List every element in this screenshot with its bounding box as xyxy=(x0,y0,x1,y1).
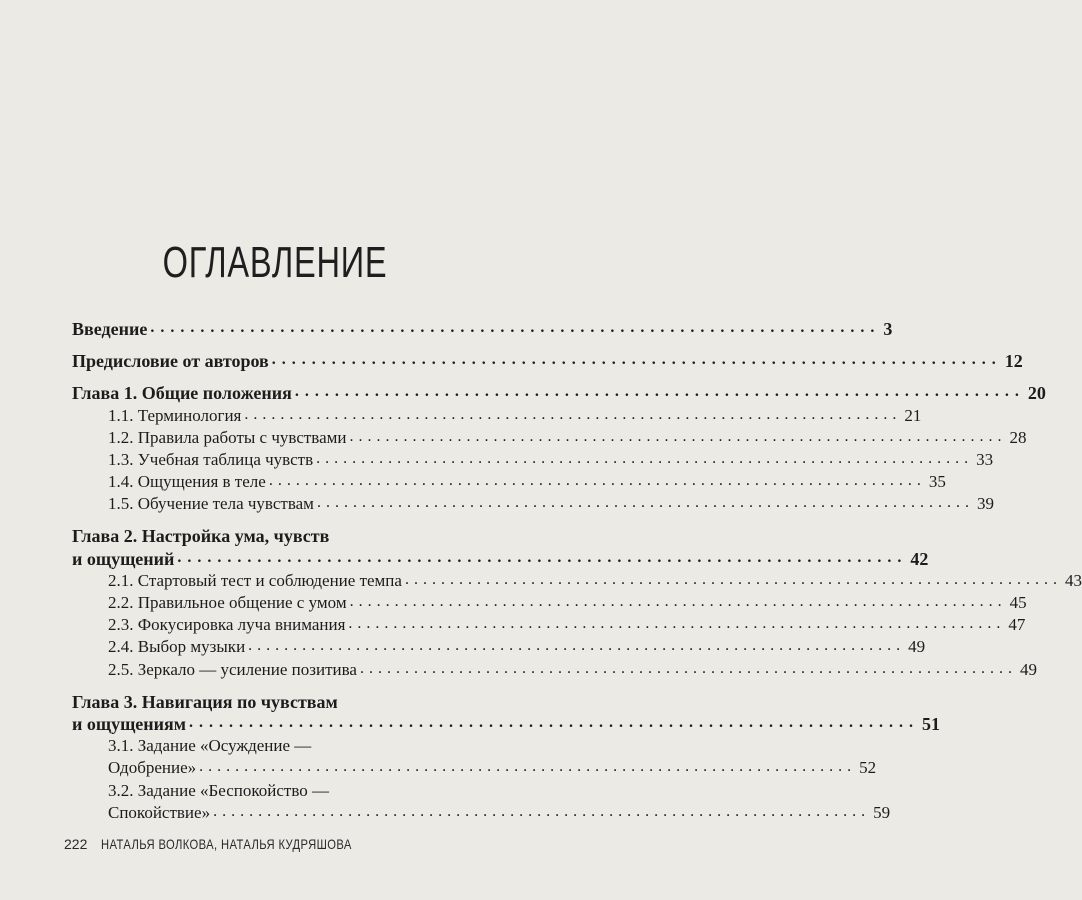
toc-subentry xyxy=(72,735,486,757)
toc-entry-page: 49 xyxy=(1017,659,1037,681)
dot-leader: ......................................................................... xyxy=(177,548,908,566)
dot-leader: ......................................................................... xyxy=(349,593,1007,611)
dot-leader: ......................................................................... xyxy=(316,449,974,467)
toc-subentry xyxy=(72,780,486,802)
dot-leader: ......................................................................... xyxy=(213,802,871,820)
toc-entry-title: 1.2. Правила работы с чувствами xyxy=(108,427,350,449)
toc-entry-page: 3 xyxy=(880,318,892,340)
toc-entry-title: Глава 3. Навигация по чувствам xyxy=(72,691,338,712)
toc-entry-page: 28 xyxy=(1007,427,1027,449)
toc-entry xyxy=(72,318,893,340)
dot-leader: ......................................................................... xyxy=(189,713,919,731)
toc-entry-page: 43 xyxy=(1062,570,1082,592)
page-title: ОГЛАВЛЕНИЕ xyxy=(162,238,388,287)
toc-entry-page: 42 xyxy=(907,548,928,570)
toc-subentry xyxy=(72,493,994,515)
dot-leader: ......................................................................... xyxy=(199,758,857,776)
page-footer xyxy=(64,836,415,852)
running-head-authors: НАТАЛЬЯ ВОЛКОВА, НАТАЛЬЯ КУДРЯШОВА xyxy=(101,836,353,852)
toc-entry-page: 39 xyxy=(974,493,994,515)
toc-subentry xyxy=(72,405,922,427)
toc-subentry-continuation xyxy=(72,757,877,779)
toc-entry xyxy=(72,691,486,713)
toc-entry-title: Введение xyxy=(72,318,150,340)
toc-entry-page: 21 xyxy=(901,405,921,427)
toc-entry-title: и ощущениям xyxy=(72,713,189,735)
dot-leader: ......................................................................... xyxy=(359,659,1017,677)
toc-entry-title: 1.1. Терминология xyxy=(108,405,244,427)
toc-entry-page: 51 xyxy=(919,713,940,735)
toc-entry-page: 47 xyxy=(1005,614,1025,636)
dot-leader: ......................................................................... xyxy=(404,570,1062,588)
toc-entry-title: 3.1. Задание «Осуждение — xyxy=(108,735,311,757)
table-of-contents xyxy=(72,318,1082,824)
toc-entry-title: 1.3. Учебная таблица чувств xyxy=(108,449,316,471)
toc-entry-title: 2.5. Зеркало — усиление позитива xyxy=(108,659,360,681)
toc-entry-page: 33 xyxy=(973,449,993,471)
toc-subentry-continuation xyxy=(72,802,891,824)
dot-leader: ......................................................................... xyxy=(244,405,902,423)
toc-entry xyxy=(72,350,1023,372)
dot-leader: ......................................................................... xyxy=(248,637,906,655)
toc-subentry xyxy=(72,592,1027,614)
toc-entry-title: 2.1. Стартовый тест и соблюдение темпа xyxy=(108,570,405,592)
toc-subentry xyxy=(72,636,926,658)
toc-subentry xyxy=(72,659,1037,681)
toc-entry-page: 52 xyxy=(856,757,876,779)
dot-leader: ......................................................................... xyxy=(150,318,881,336)
dot-leader: ......................................................................... xyxy=(348,615,1006,633)
dot-leader: ......................................................................... xyxy=(349,427,1007,445)
toc-entry-page: 59 xyxy=(870,802,890,824)
toc-entry-title: 2.2. Правильное общение с умом xyxy=(108,592,350,614)
toc-entry-page: 35 xyxy=(926,471,946,493)
toc-entry-title: Предисловие от авторов xyxy=(72,350,272,372)
toc-subentry xyxy=(72,449,994,471)
toc-entry-continuation xyxy=(72,713,940,735)
toc-entry xyxy=(72,526,486,548)
toc-entry-title: 1.4. Ощущения в теле xyxy=(108,471,269,493)
dot-leader: ......................................................................... xyxy=(316,494,974,512)
toc-subentry xyxy=(72,570,1082,592)
toc-entry-page: 49 xyxy=(905,636,925,658)
toc-entry-title: 2.3. Фокусировка луча внимания xyxy=(108,614,348,636)
dot-leader: ......................................................................... xyxy=(271,351,1002,369)
toc-entry-page: 20 xyxy=(1025,382,1046,404)
toc-entry-title: Спокойствие» xyxy=(108,802,213,824)
toc-entry-title: Глава 2. Настройка ума, чувств xyxy=(72,526,330,547)
dot-leader: ......................................................................... xyxy=(294,383,1025,401)
toc-entry-title: и ощущений xyxy=(72,548,177,570)
toc-subentry xyxy=(72,427,1027,449)
toc-entry-title: Одобрение» xyxy=(108,757,199,779)
toc-entry-continuation xyxy=(72,548,929,570)
toc-entry-title: 2.4. Выбор музыки xyxy=(108,636,248,658)
toc-entry-title: Глава 1. Общие положения xyxy=(72,382,295,404)
toc-subentry xyxy=(72,614,1026,636)
toc-subentry xyxy=(72,471,946,493)
dot-leader: ......................................................................... xyxy=(268,472,926,490)
toc-entry-title: 1.5. Обучение тела чувствам xyxy=(108,493,317,515)
toc-entry-page: 12 xyxy=(1002,350,1023,372)
toc-entry xyxy=(72,382,1046,404)
toc-entry-page: 45 xyxy=(1007,592,1027,614)
toc-entry-title: 3.2. Задание «Беспокойство — xyxy=(108,780,329,802)
page-number: 222 xyxy=(64,836,88,852)
